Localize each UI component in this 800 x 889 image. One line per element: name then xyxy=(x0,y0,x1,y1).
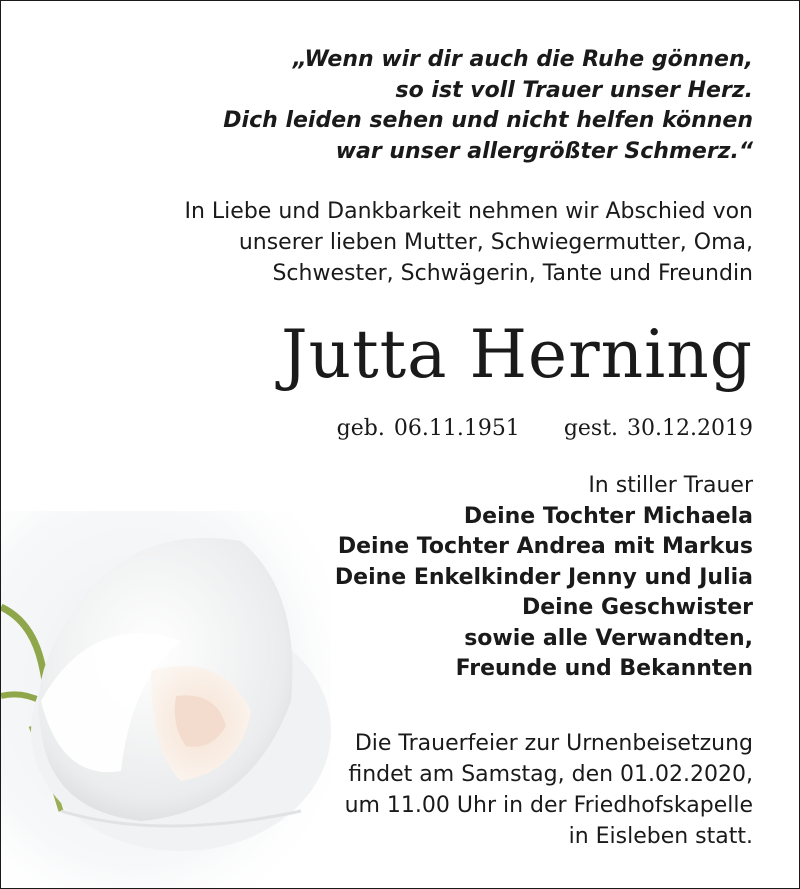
quote-line: war unser allergrößter Schmerz.“ xyxy=(335,138,753,164)
mourner-line: Freunde und Bekannten xyxy=(455,656,753,681)
farewell-intro xyxy=(185,196,754,289)
white-rose-image xyxy=(1,511,331,889)
intro-line: In Liebe und Dankbarkeit nehmen wir Abschied von xyxy=(184,199,753,224)
deceased-name: Jutta Herning xyxy=(281,316,753,393)
mourners-list xyxy=(335,471,753,685)
service-line: findet am Samstag, den 01.02.2020, xyxy=(348,762,753,787)
service-line: Die Trauerfeier zur Urnenbeisetzung xyxy=(354,731,753,756)
funeral-service-info xyxy=(345,728,753,852)
mourner-line: Deine Tochter Andrea mit Markus xyxy=(337,534,753,559)
quote-line: „Wenn wir dir auch die Ruhe gönnen, xyxy=(292,47,753,72)
intro-line: Schwester, Schwägerin, Tante und Freundin xyxy=(272,261,753,286)
service-line: in Eisleben statt. xyxy=(568,824,753,849)
mourning-lead: In stiller Trauer xyxy=(588,473,753,498)
mourner-line: Deine Geschwister xyxy=(522,595,753,620)
mourner-line: sowie alle Verwandten, xyxy=(464,625,753,651)
poem-quote xyxy=(223,45,753,167)
birth-date: geb. 06.11.1951 xyxy=(336,416,520,441)
mourner-line: Deine Enkelkinder Jenny und Julia xyxy=(334,564,753,590)
death-date: gest. 30.12.2019 xyxy=(563,416,753,441)
quote-line: Dich leiden sehen und nicht helfen können xyxy=(223,108,753,133)
service-line: um 11.00 Uhr in der Friedhofskapelle xyxy=(344,793,753,818)
intro-line: unserer lieben Mutter, Schwiegermutter, Oma, xyxy=(238,230,753,255)
quote-line: so ist voll Trauer unser Herz. xyxy=(395,77,753,103)
mourner-line: Deine Tochter Michaela xyxy=(463,503,753,529)
life-dates xyxy=(337,411,753,447)
